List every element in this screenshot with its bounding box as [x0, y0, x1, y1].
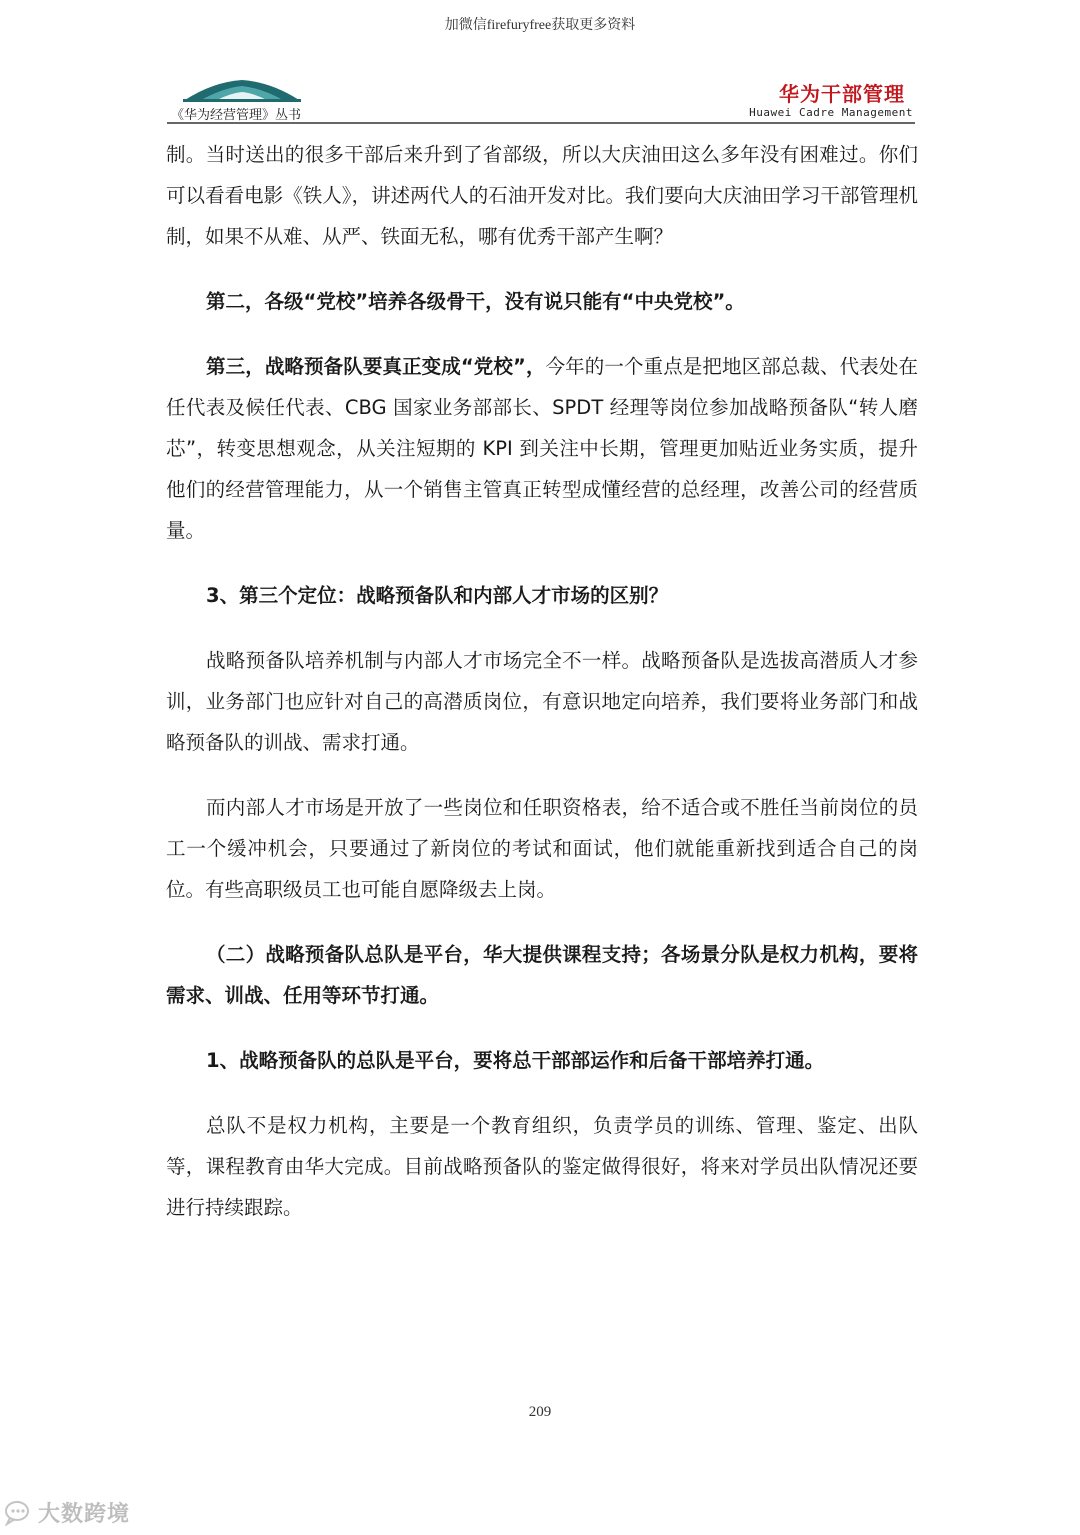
paragraph-reserve-vs-market: [166, 640, 918, 763]
paragraph-internal-market: [166, 787, 918, 910]
heading-platform: [166, 1040, 918, 1081]
paragraph-third: [166, 346, 918, 551]
brand-title: 华为干部管理: [779, 82, 905, 106]
bottom-watermark: [4, 1497, 130, 1528]
paragraph-text: 今年的一个重点是把地区部总裁、代表处在任代表及候任代表、CBG 国家业务部部长、SPDT 经理等岗位参加战略预备队“转人磨芯”，转变思想观念，从关注短期的 KPI 到关注中长期，管理更加贴近业务实质，提升他们的经营管理能力，从一个销售主管真正转型成懂经营的总经理，改善公司的经营质量。: [166, 355, 918, 542]
heading-text: 第二，各级“党校”培养各级骨干，没有说只能有“中央党校”。: [206, 290, 745, 313]
heading-second: [166, 281, 918, 322]
page-number: 209: [528, 1404, 552, 1420]
paragraph-headquarters: [166, 1105, 918, 1228]
heading-text: 3、第三个定位：战略预备队和内部人才市场的区别？: [206, 584, 669, 607]
header-divider: [167, 122, 915, 124]
book-series-label: 《华为经营管理》丛书: [171, 108, 302, 123]
heading-text: 1、战略预备队的总队是平台，要将总干部部运作和后备干部培养打通。: [206, 1049, 825, 1072]
paragraph-text: 总队不是权力机构，主要是一个教育组织，负责学员的训练、管理、鉴定、出队等，课程教育由华大完成。目前战略预备队的鉴定做得很好，将来对学员出队情况还要进行持续跟踪。: [166, 1114, 918, 1219]
paragraph-1: [166, 134, 918, 257]
page-body: [166, 134, 918, 1228]
heading-text: （二）战略预备队总队是平台，华大提供课程支持；各场景分队是权力机构，要将需求、训战、任用等环节打通。: [166, 943, 918, 1007]
paragraph-text: 制。当时送出的很多干部后来升到了省部级，所以大庆油田这么多年没有困难过。你们可以看看电影《铁人》，讲述两代人的石油开发对比。我们要向大庆油田学习干部管理机制，如果不从难、从严、铁面无私，哪有优秀干部产生啊？: [166, 143, 918, 248]
paragraph-text: 战略预备队培养机制与内部人才市场完全不一样。战略预备队是选拔高潜质人才参训，业务部门也应针对自己的高潜质岗位，有意识地定向培养，我们要将业务部门和战略预备队的训战、需求打通。: [166, 649, 918, 754]
brand-subtitle: Huawei Cadre Management: [749, 106, 913, 119]
heading-third-position: [166, 575, 918, 616]
paragraph-text: 而内部人才市场是开放了一些岗位和任职资格表，给不适合或不胜任当前岗位的员工一个缓冲机会，只要通过了新岗位的考试和面试，他们就能重新找到适合自己的岗位。有些高职级员工也可能自愿降级去上岗。: [166, 796, 918, 901]
chat-bubble-watermark-icon: [4, 1500, 34, 1526]
bottom-watermark-text: 大数跨境: [38, 1502, 131, 1527]
mountain-logo-icon: [183, 78, 301, 102]
paragraph-lead: 第三，战略预备队要真正变成“党校”，: [206, 355, 546, 378]
top-watermark: 加微信firefuryfree获取更多资料: [444, 18, 636, 33]
heading-section-two: [166, 934, 918, 1016]
